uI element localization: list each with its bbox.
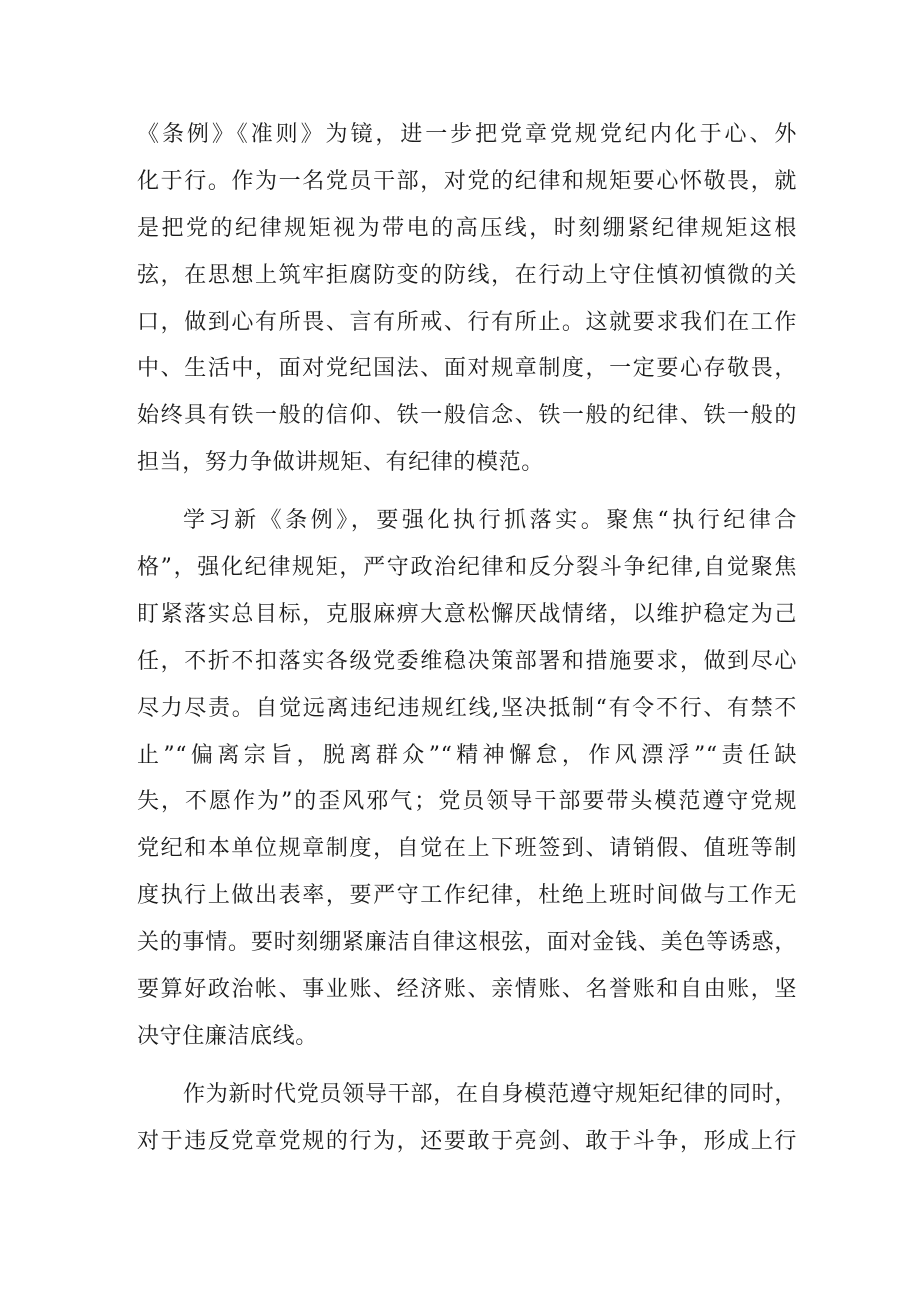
paragraph-3 [137, 1072, 797, 1166]
text-line: 弦，在思想上筑牢拒腐防变的防线，在行动上守住慎初慎微的关 [137, 262, 797, 288]
text-line: 《条例》《准则》为镜，进一步把党章党规党纪内化于心、外 [137, 122, 797, 147]
text-line: 失，不愿作为”的歪风邪气；党员领导干部要带头模范遵守党规 [137, 789, 797, 815]
text-line: 格”，强化纪律规矩，严守政治纪律和反分裂斗争纪律,自觉聚焦 [137, 555, 797, 581]
paragraph-1 [137, 112, 797, 487]
text-line: 决守住廉洁底线。 [137, 1023, 318, 1049]
text-line: 任，不折不扣落实各级党委维稳决策部署和措施要求，做到尽心 [137, 648, 797, 674]
paragraph-2 [137, 498, 797, 1061]
text-line: 作为新时代党员领导干部，在自身模范遵守规矩纪律的同时， [183, 1081, 797, 1107]
text-line: 止”“偏离宗旨，脱离群众”“精神懈怠，作风漂浮”“责任缺 [137, 742, 797, 768]
text-line: 中、生活中，面对党纪国法、面对规章制度，一定要心存敬畏， [137, 356, 797, 382]
text-line: 要算好政治帐、事业账、经济账、亲情账、名誉账和自由账，坚 [137, 977, 797, 1003]
text-line: 度执行上做出表率，要严守工作纪律，杜绝上班时间做与工作无 [137, 883, 797, 909]
text-line: 担当，努力争做讲规矩、有纪律的模范。 [137, 450, 544, 476]
text-line: 尽力尽责。自觉远离违纪违规红线,坚决抵制“有令不行、有禁不 [137, 695, 797, 721]
body-text [137, 112, 797, 1166]
text-line: 化于行。作为一名党员干部，对党的纪律和规矩要心怀敬畏，就 [137, 168, 797, 194]
text-line: 口，做到心有所畏、言有所戒、行有所止。这就要求我们在工作 [137, 309, 797, 335]
text-line: 学习新《条例》，要强化执行抓落实。聚焦“执行纪律合 [183, 508, 797, 534]
text-line: 是把党的纪律规矩视为带电的高压线，时刻绷紧纪律规矩这根 [137, 215, 797, 241]
text-line: 始终具有铁一般的信仰、铁一般信念、铁一般的纪律、铁一般的 [137, 403, 797, 429]
text-line: 对于违反党章党规的行为，还要敢于亮剑、敢于斗争，形成上行 [137, 1128, 797, 1154]
text-line: 关的事情。要时刻绷紧廉洁自律这根弦，面对金钱、美色等诱惑， [137, 930, 797, 956]
text-line: 盯紧落实总目标，克服麻痹大意松懈厌战情绪，以维护稳定为己 [137, 601, 797, 627]
text-line: 党纪和本单位规章制度，自觉在上下班签到、请销假、值班等制 [137, 836, 797, 862]
